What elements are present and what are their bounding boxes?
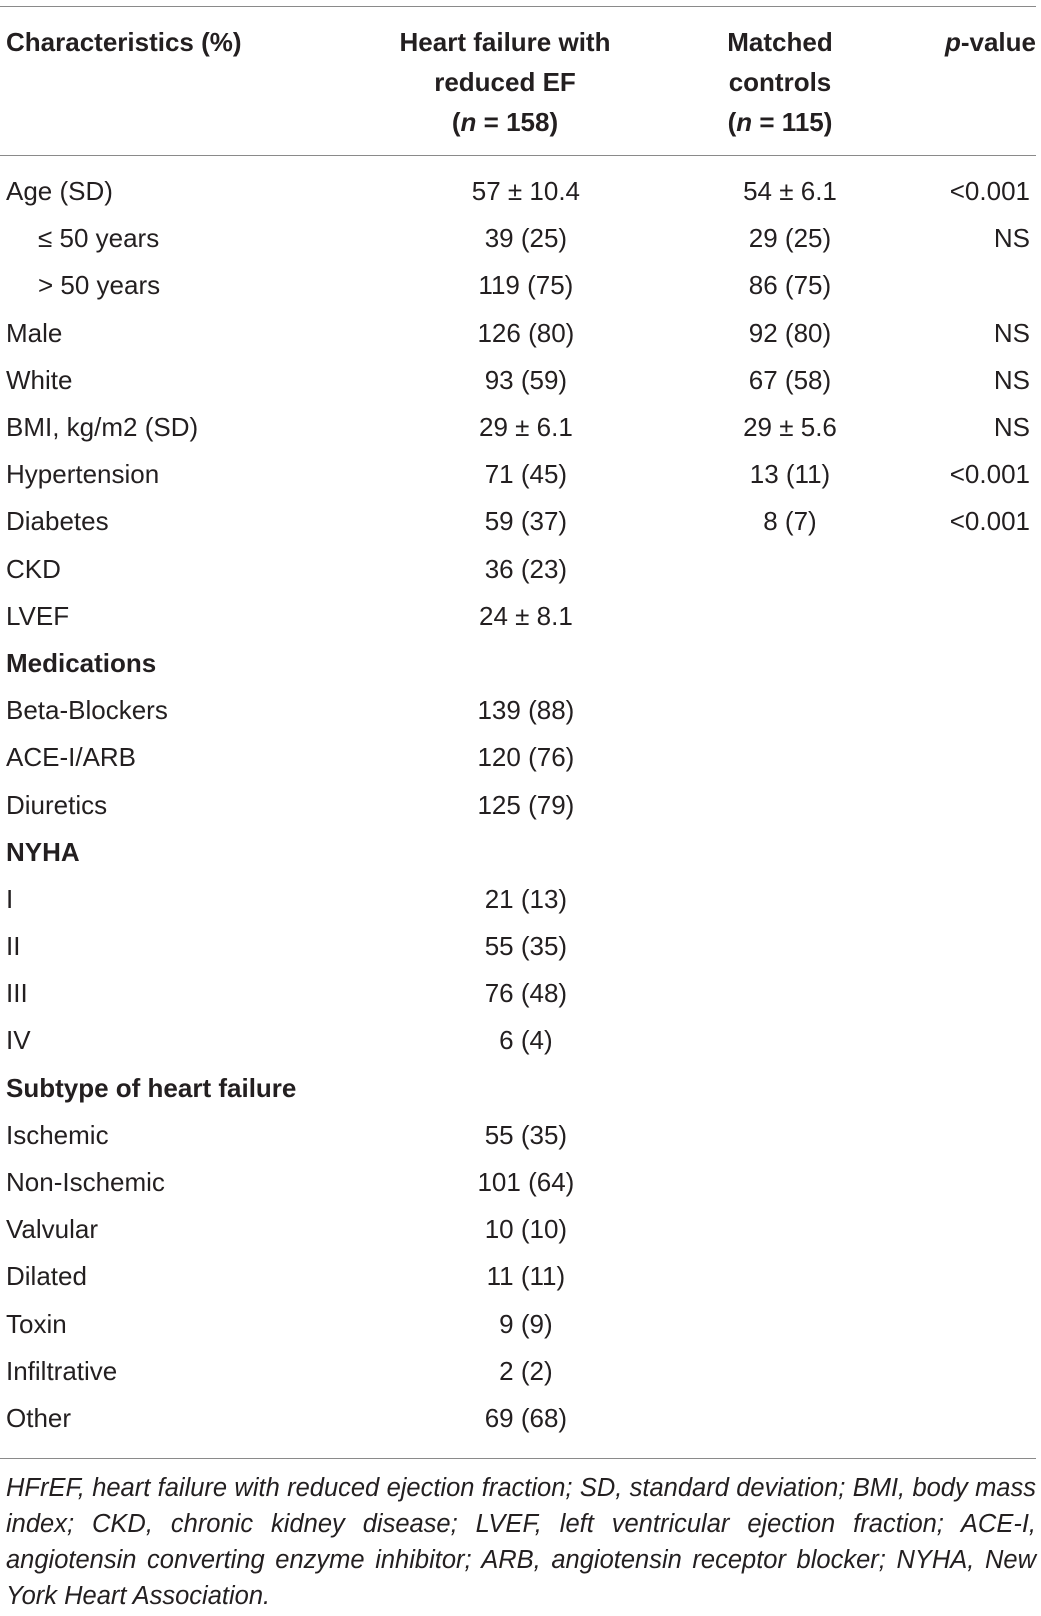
table-row <box>0 451 1036 498</box>
p-value <box>917 262 1036 309</box>
table-row <box>0 1112 1036 1159</box>
header-characteristics: Characteristics (%) <box>6 27 242 57</box>
row-label: Male <box>6 317 63 348</box>
table-row <box>0 923 1036 970</box>
control-value <box>663 734 917 781</box>
hfref-value <box>389 829 663 876</box>
control-value <box>663 546 917 593</box>
row-label: IV <box>6 1025 31 1056</box>
hfref-value: 59 (37) <box>484 506 568 537</box>
control-value <box>663 1253 917 1300</box>
control-value <box>663 829 917 876</box>
hfref-value: 6 (4) <box>499 1025 553 1056</box>
row-label: Subtype of heart failure <box>6 1072 297 1103</box>
table-row <box>0 1159 1036 1206</box>
control-value <box>663 1206 917 1253</box>
row-label: Infiltrative <box>6 1355 118 1386</box>
hfref-value: 29 ± 6.1 <box>479 412 573 443</box>
p-value <box>917 734 1036 781</box>
control-value <box>663 923 917 970</box>
control-value <box>663 1017 917 1064</box>
table-row <box>0 829 1036 876</box>
header-hfref: Heart failure with reduced EF (n = 158) <box>399 27 611 137</box>
hfref-value: 71 (45) <box>484 459 568 490</box>
header-rule <box>0 155 1036 156</box>
hfref-value: 57 ± 10.4 <box>471 176 581 207</box>
footer-rule <box>0 1458 1036 1459</box>
control-value: 67 (58) <box>748 364 832 395</box>
p-value <box>917 1017 1036 1064</box>
p-value <box>917 1206 1036 1253</box>
hfref-value: 9 (9) <box>499 1308 553 1339</box>
hfref-value: 93 (59) <box>484 364 568 395</box>
control-value <box>663 687 917 734</box>
hfref-value: 36 (23) <box>484 553 568 584</box>
table-row <box>0 593 1036 640</box>
table-row <box>0 1395 1036 1442</box>
p-value <box>917 546 1036 593</box>
hfref-value: 101 (64) <box>477 1167 575 1198</box>
table-row <box>0 546 1036 593</box>
hfref-value: 76 (48) <box>484 978 568 1009</box>
control-value <box>663 1395 917 1442</box>
hfref-value: 21 (13) <box>484 883 568 914</box>
control-value <box>663 1301 917 1348</box>
control-value: 86 (75) <box>748 270 832 301</box>
table-footnote: HFrEF, heart failure with reduced ejection fraction; SD, standard deviation; BMI, body mass index; CKD, chronic kidney disease; LVEF, left ventricular ejection fraction; ACE-I, angiotensin converting enzyme inhibitor; ARB, angiotensin receptor blocker; NYHA, New York Heart Association. <box>6 1474 1036 1610</box>
row-label: ACE-I/ARB <box>6 742 137 773</box>
row-label: Medications <box>6 647 157 678</box>
p-value <box>917 1348 1036 1395</box>
row-label: II <box>6 931 21 962</box>
p-value: <0.001 <box>949 506 1030 537</box>
table-row <box>0 876 1036 923</box>
row-label: Non-Ischemic <box>6 1167 165 1198</box>
table-row <box>0 357 1036 404</box>
row-label: Age (SD) <box>6 176 113 207</box>
p-value <box>917 687 1036 734</box>
hfref-value: 120 (76) <box>477 742 575 773</box>
control-value: 54 ± 6.1 <box>743 176 837 207</box>
row-label: Beta-Blockers <box>6 695 168 726</box>
hfref-value: 69 (68) <box>484 1402 568 1433</box>
p-value <box>917 1301 1036 1348</box>
row-label: Diabetes <box>6 506 109 537</box>
hfref-value: 39 (25) <box>484 223 568 254</box>
p-value <box>917 970 1036 1017</box>
hfref-value <box>389 1065 663 1112</box>
table-row <box>0 1206 1036 1253</box>
p-value: <0.001 <box>949 176 1030 207</box>
p-value <box>917 1112 1036 1159</box>
row-label: III <box>6 978 28 1009</box>
control-value: 29 ± 5.6 <box>743 412 837 443</box>
p-value <box>917 876 1036 923</box>
row-label: Ischemic <box>6 1119 109 1150</box>
row-label: White <box>6 364 73 395</box>
p-value: NS <box>993 223 1030 254</box>
control-value: 13 (11) <box>749 459 831 490</box>
row-label: Valvular <box>6 1214 99 1245</box>
row-label: ≤ 50 years <box>38 223 160 254</box>
p-value <box>917 1065 1036 1112</box>
row-label: I <box>6 883 14 914</box>
control-value <box>663 1348 917 1395</box>
table-row <box>0 1348 1036 1395</box>
row-label: Toxin <box>6 1308 67 1339</box>
hfref-value: 55 (35) <box>484 1119 568 1150</box>
table-row <box>0 498 1036 545</box>
row-label: Hypertension <box>6 459 160 490</box>
hfref-value: 126 (80) <box>477 317 575 348</box>
p-value: <0.001 <box>949 459 1030 490</box>
table-row <box>0 168 1036 215</box>
top-rule <box>0 6 1036 7</box>
row-label: BMI, kg/m2 (SD) <box>6 412 199 443</box>
header-matched-controls: Matched controls (n = 115) <box>727 27 833 137</box>
hfref-value: 11 (11) <box>486 1261 566 1292</box>
p-value: NS <box>993 412 1030 443</box>
hfref-value: 139 (88) <box>477 695 575 726</box>
table-row <box>0 734 1036 781</box>
p-value <box>917 1395 1036 1442</box>
table-row <box>0 1065 1036 1112</box>
control-value <box>663 1159 917 1206</box>
row-label: Diuretics <box>6 789 108 820</box>
hfref-value: 125 (79) <box>477 789 575 820</box>
hfref-value: 24 ± 8.1 <box>479 600 573 631</box>
control-value <box>663 876 917 923</box>
table-row <box>0 215 1036 262</box>
p-value: NS <box>993 317 1030 348</box>
row-label: Other <box>6 1402 72 1433</box>
table-row <box>0 262 1036 309</box>
row-label: > 50 years <box>38 270 161 301</box>
row-label: NYHA <box>6 836 80 867</box>
table-row <box>0 310 1036 357</box>
row-label: CKD <box>6 553 61 584</box>
header-p-value: p-value <box>944 27 1036 57</box>
table-row <box>0 970 1036 1017</box>
control-value <box>663 781 917 828</box>
p-value <box>917 781 1036 828</box>
table-row <box>0 640 1036 687</box>
control-value <box>663 593 917 640</box>
table-row <box>0 404 1036 451</box>
p-value <box>917 593 1036 640</box>
control-value: 8 (7) <box>763 506 817 537</box>
control-value <box>663 1065 917 1112</box>
row-label: Dilated <box>6 1261 87 1292</box>
hfref-value <box>389 640 663 687</box>
row-label: LVEF <box>6 600 70 631</box>
control-value: 29 (25) <box>748 223 832 254</box>
hfref-value: 55 (35) <box>484 931 568 962</box>
table-row <box>0 687 1036 734</box>
p-value <box>917 923 1036 970</box>
p-value <box>917 829 1036 876</box>
p-value <box>917 1253 1036 1300</box>
table-row <box>0 1301 1036 1348</box>
p-value: NS <box>993 364 1030 395</box>
control-value <box>663 970 917 1017</box>
control-value <box>663 640 917 687</box>
table-row <box>0 781 1036 828</box>
hfref-value: 2 (2) <box>499 1355 553 1386</box>
control-value: 92 (80) <box>748 317 832 348</box>
table-row <box>0 1253 1036 1300</box>
p-value <box>917 640 1036 687</box>
characteristics-table <box>0 168 1036 1442</box>
hfref-value: 10 (10) <box>484 1214 568 1245</box>
p-value <box>917 1159 1036 1206</box>
control-value <box>663 1112 917 1159</box>
table-row <box>0 1017 1036 1064</box>
hfref-value: 119 (75) <box>478 270 574 301</box>
